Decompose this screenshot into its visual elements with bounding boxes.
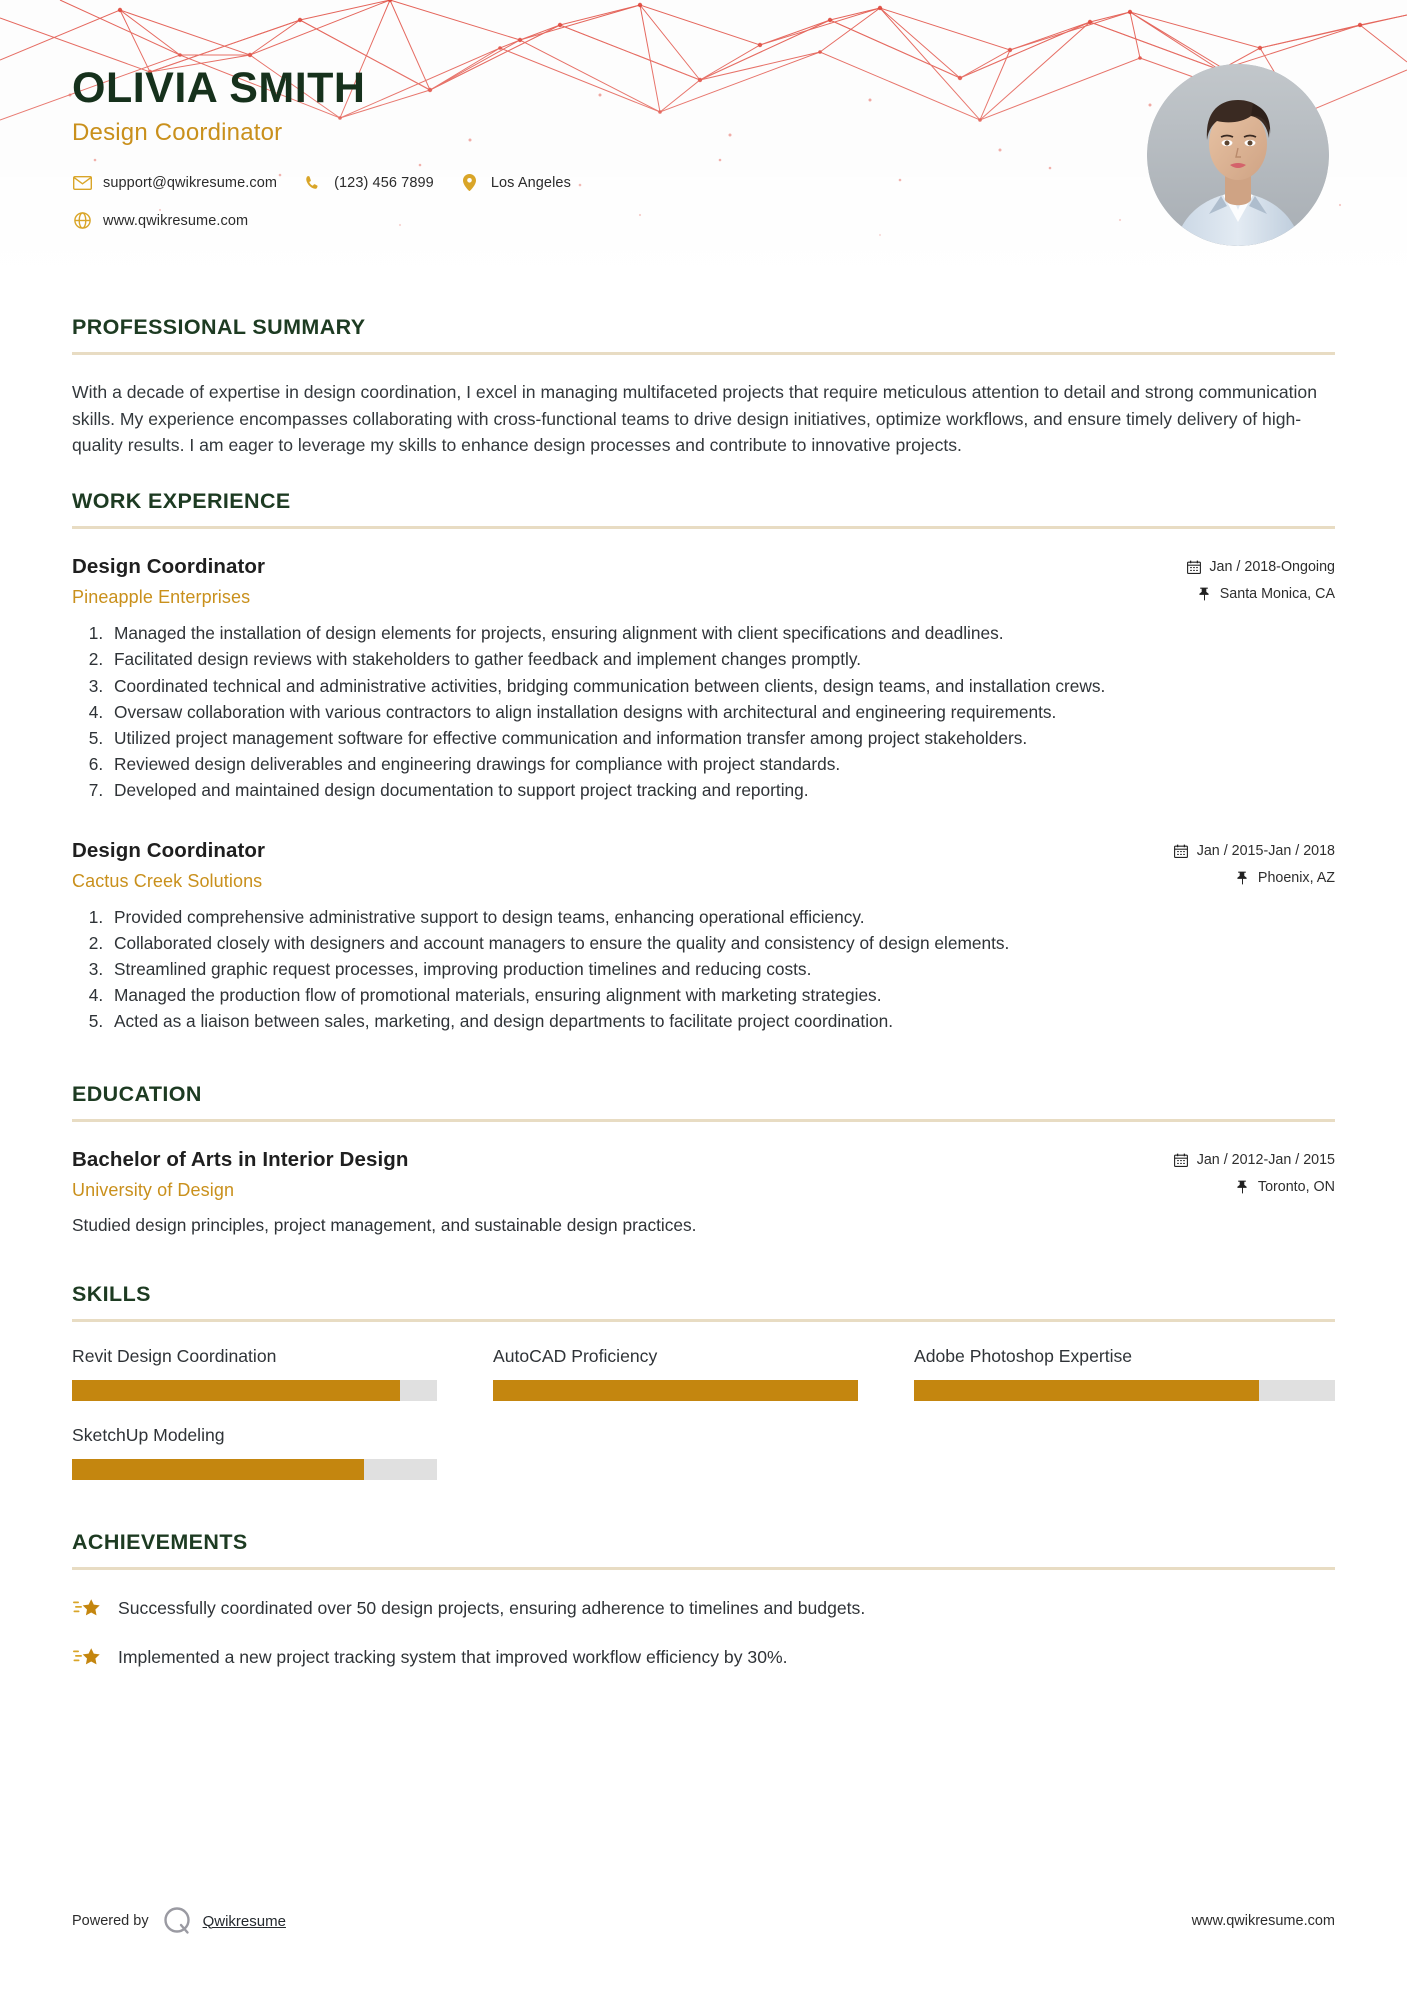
entry-location-text: Phoenix, AZ [1257,869,1335,886]
achievement-item [72,1645,1335,1670]
education-location-text: Toronto, ON [1257,1178,1335,1195]
entry-organization: Pineapple Enterprises [72,587,251,608]
entry-header [72,839,1335,892]
entry-dates [1186,559,1335,575]
page-footer [0,1904,1407,1938]
section-divider [72,1119,1335,1122]
list-item: 2. Collaborated closely with designers and account managers to ensure the quality and consistency of design elements. [108,931,1335,955]
map-pin-icon [1235,1179,1250,1194]
skill-item [72,1346,493,1401]
footer-branding [72,1904,286,1938]
education-degree: Bachelor of Arts in Interior Design [72,1147,409,1171]
skill-item [493,1346,914,1401]
entry-dates [1174,843,1335,859]
entry-dates-text: Jan / 2018-Ongoing [1209,559,1335,576]
entry-meta [1186,555,1335,602]
skill-label: Adobe Photoshop Expertise [913,1345,1133,1366]
section-title-summary: PROFESSIONAL SUMMARY [72,315,366,339]
list-item: 6. Reviewed design deliverables and engineering drawings for compliance with project standards. [108,752,1335,776]
entry-dates-text: Jan / 2015-Jan / 2018 [1196,842,1335,859]
achievement-text: Successfully coordinated over 50 design projects, ensuring adherence to timelines and budgets. [118,1597,866,1618]
skill-progress-track [493,1380,858,1401]
section-professional-summary [72,315,1335,459]
skill-progress-fill [72,1459,364,1480]
section-skills [72,1282,1335,1504]
section-title-skills: SKILLS [72,1281,151,1306]
location-pin-icon [460,174,480,192]
entry-meta [1174,839,1335,886]
profile-photo [1147,64,1329,246]
list-item: 4. Managed the production flow of promotional materials, ensuring alignment with marketing strategies. [108,983,1335,1007]
education-dates-text: Jan / 2012-Jan / 2015 [1196,1151,1335,1168]
list-item: 5. Utilized project management software for effective communication and information transfer among project stakeholders. [108,726,1335,750]
list-item: 1. Provided comprehensive administrative support to design teams, enhancing operational efficiency. [108,905,1335,929]
phone-icon [303,174,323,192]
entry-organization: Cactus Creek Solutions [72,870,263,891]
calendar-icon [1174,843,1189,858]
star-badge-icon [72,1646,102,1670]
calendar-icon [1186,560,1201,575]
qwikresume-logo-icon [161,1904,195,1938]
entry-location-text: Santa Monica, CA [1219,586,1335,603]
powered-by-label: Powered by [72,1913,149,1929]
entry-role: Design Coordinator [72,838,266,862]
skill-label: Revit Design Coordination [72,1345,277,1366]
skill-progress-track [914,1380,1335,1401]
map-pin-icon [1235,870,1250,885]
footer-website: www.qwikresume.com [1191,1913,1335,1929]
job-title: Design Coordinator [72,118,283,146]
contact-location-text: Los Angeles [490,174,571,191]
skill-progress-track [72,1459,437,1480]
contact-location [460,174,571,192]
skill-label: AutoCAD Proficiency [492,1345,658,1366]
entry-bullet-list [72,905,1335,1034]
achievement-text: Implemented a new project tracking system that improved workflow efficiency by 30%. [118,1646,788,1667]
skill-progress-fill [72,1380,400,1401]
list-item: 1. Managed the installation of design elements for projects, ensuring alignment with client specifications and deadlines. [108,621,1335,645]
list-item: 4. Oversaw collaboration with various contractors to align installation designs with architectural and engineering requirements. [108,700,1335,724]
section-divider [72,1567,1335,1570]
calendar-icon [1174,1152,1189,1167]
entry-location [1174,870,1335,886]
contact-website-text: www.qwikresume.com [103,212,249,229]
section-title-experience: WORK EXPERIENCE [72,489,291,514]
section-achievements [72,1530,1335,1670]
skill-progress-fill [493,1380,858,1401]
list-item: 3. Coordinated technical and administrative activities, bridging communication between clients, design teams, and installation crews. [108,674,1335,698]
entry-header [72,555,1335,608]
section-title-education: EDUCATION [72,1081,202,1106]
resume-body [0,315,1407,1670]
education-entry [72,1148,1335,1238]
section-divider [72,526,1335,529]
list-item: 7. Developed and maintained design documentation to support project tracking and reporting. [108,778,1335,802]
contact-email-text: support@qwikresume.com [103,174,278,191]
skill-progress-fill [914,1380,1259,1401]
achievements-list [72,1596,1335,1670]
section-divider [72,1319,1335,1322]
education-institution: University of Design [72,1179,235,1200]
experience-entry [72,555,1335,802]
map-pin-icon [1197,587,1212,602]
education-dates [1174,1152,1335,1168]
skill-progress-track [72,1380,437,1401]
achievement-item [72,1596,1335,1621]
entry-meta [1174,1148,1335,1195]
resume-header [0,0,1407,285]
skills-grid [72,1346,1335,1504]
education-description: Studied design principles, project management, and sustainable design practices. [72,1214,697,1235]
qwikresume-link[interactable]: Qwikresume [202,1912,286,1930]
contact-phone-text: (123) 456 7899 [334,174,434,191]
section-title-achievements: ACHIEVEMENTS [72,1529,248,1554]
envelope-icon [72,174,92,192]
entry-identity [72,1148,1174,1201]
skill-label: SketchUp Modeling [72,1424,225,1445]
contact-email[interactable] [72,174,277,192]
section-education [72,1082,1335,1238]
star-badge-icon [72,1597,102,1621]
contact-website[interactable] [72,212,248,230]
page-title: OLIVIA SMITH [72,64,366,112]
summary-text: With a decade of expertise in design coordination, I excel in managing multifaceted projects that require meticulous attention to detail and strong communication skills. My experience encompasses collaborating with cross-functional teams to drive design initiatives, optimize workflows, and ensure timely delivery of high-quality results. I am eager to leverage my skills to enhance design processes and contribute to innovative projects. [72,382,1317,456]
entry-location [1186,586,1335,602]
entry-identity [72,839,1174,892]
skill-item [914,1346,1335,1401]
globe-icon [72,212,92,230]
skill-item [72,1425,493,1480]
entry-bullet-list [72,621,1335,802]
education-location [1174,1179,1335,1195]
list-item: 3. Streamlined graphic request processes, improving production timelines and reducing costs. [108,957,1335,981]
entry-role: Design Coordinator [72,555,266,579]
list-item: 5. Acted as a liaison between sales, marketing, and design departments to facilitate project coordination. [108,1009,1335,1033]
section-divider [72,352,1335,355]
entry-identity [72,555,1186,608]
experience-entry [72,839,1335,1034]
avatar [1147,64,1329,246]
entry-header [72,1148,1335,1201]
list-item: 2. Facilitated design reviews with stakeholders to gather feedback and implement changes promptly. [108,647,1335,671]
contact-phone[interactable] [303,174,434,192]
section-work-experience [72,489,1335,1033]
